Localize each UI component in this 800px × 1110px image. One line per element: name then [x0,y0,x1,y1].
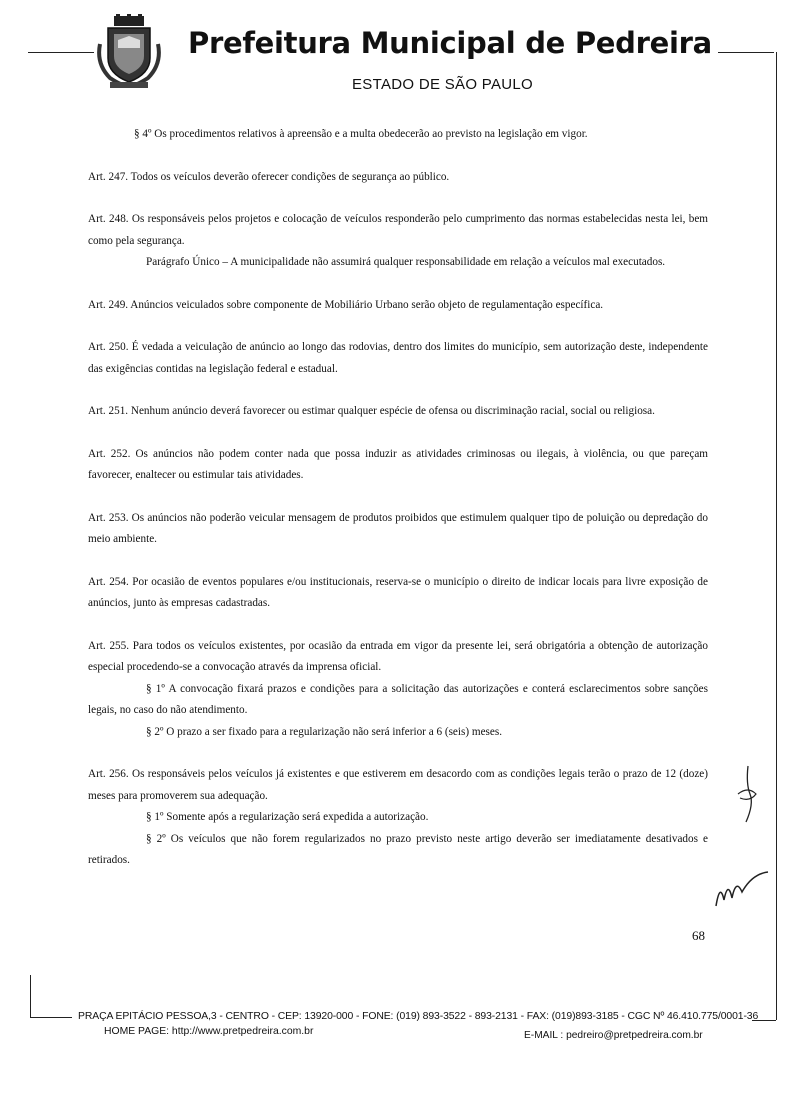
frame-line-top-right [718,52,774,53]
paragraph-art256-p1: § 1º Somente após a regularização será expedida a autorização. [146,811,429,823]
frame-line-bottom-left [30,1017,72,1018]
frame-line-top-left [28,52,94,53]
page-subtitle: ESTADO DE SÃO PAULO [352,76,534,93]
footer-address: PRAÇA EPITÁCIO PESSOA,3 - CENTRO - CEP: 13920-000 - FONE: (019) 893-3522 - 893-2131 - FAX: (019)893-3185 - CGC Nº 46.410.775/0001-36 [78,1011,759,1022]
paragraph-art250: Art. 250. É vedada a veiculação de anúncio ao longo das rodovias, dentro dos limites do município, sem autorização deste, independente das exigências contidas na legislação federal e estadual. [88,341,708,375]
paragraph-art253: Art. 253. Os anúncios não poderão veicular mensagem de produtos proibidos que estimulem qualquer tipo de poluição ou depredação do meio ambiente. [88,511,708,545]
paragraph-art256: Art. 256. Os responsáveis pelos veículos já existentes e que estiverem em desacordo com as condições legais terão o prazo de 12 (doze) meses para promoverem sua adequação. [88,768,708,802]
paragraph-art255: Art. 255. Para todos os veículos existentes, por ocasião da entrada em vigor da presente lei, será obrigatória a obtenção de autorização especial procedendo-se a convocação através da imprensa oficial. [88,639,708,673]
paragraph-art251: Art. 251. Nenhum anúncio deverá favorecer ou estimar qualquer espécie de ofensa ou discriminação racial, social ou religiosa. [88,405,655,417]
frame-line-right [776,52,777,1020]
paragraph-art248: Art. 248. Os responsáveis pelos projetos e colocação de veículos responderão pelo cumprimento das normas estabelecidas nesta lei, bem como pela segurança. [88,213,708,247]
paragraph-art252: Art. 252. Os anúncios não podem conter nada que possa induzir as atividades criminosas ou ilegais, à violência, ou que pareçam favorecer, enaltecer ou estimular tais atividades. [88,447,708,481]
footer-email: E-MAIL : pedreiro@pretpedreira.com.br [524,1030,703,1041]
document-body [88,124,708,872]
paragraph-art246-p4: § 4º Os procedimentos relativos à apreensão e a multa obedecerão ao previsto na legislação em vigor. [134,128,588,140]
paragraph-art249: Art. 249. Anúncios veiculados sobre componente de Mobiliário Urbano serão objeto de regulamentação específica. [88,298,604,311]
page-number: 68 [692,928,705,943]
coat-of-arms-icon [96,14,162,90]
paragraph-art248-unico: Parágrafo Único – A municipalidade não assumirá qualquer responsabilidade em relação a veículos mal executados. [146,256,666,268]
frame-line-left [30,975,31,1017]
paragraph-art255-p1: § 1º A convocação fixará prazos e condições para a solicitação das autorizações e conterá esclarecimentos sobre sanções legais, no caso do não atendimento. [88,682,708,716]
handwritten-signature-icon [712,862,772,912]
handwritten-initials-icon [728,764,768,824]
paragraph-art256-p2: § 2º Os veículos que não forem regularizados no prazo previsto neste artigo deverão ser imediatamente desativados e retirados. [88,832,708,866]
paragraph-art247: Art. 247. Todos os veículos deverão oferecer condições de segurança ao público. [88,170,450,183]
footer-home-page: HOME PAGE: http://www.pretpedreira.com.br [104,1026,314,1037]
page-title: Prefeitura Municipal de Pedreira [188,26,712,60]
paragraph-art255-p2: § 2º O prazo a ser fixado para a regularização não será inferior a 6 (seis) meses. [146,725,503,738]
paragraph-art254: Art. 254. Por ocasião de eventos populares e/ou institucionais, reserva-se o município o direito de indicar locais para livre exposição de anúncios, junto às empresas cadastradas. [88,575,708,609]
